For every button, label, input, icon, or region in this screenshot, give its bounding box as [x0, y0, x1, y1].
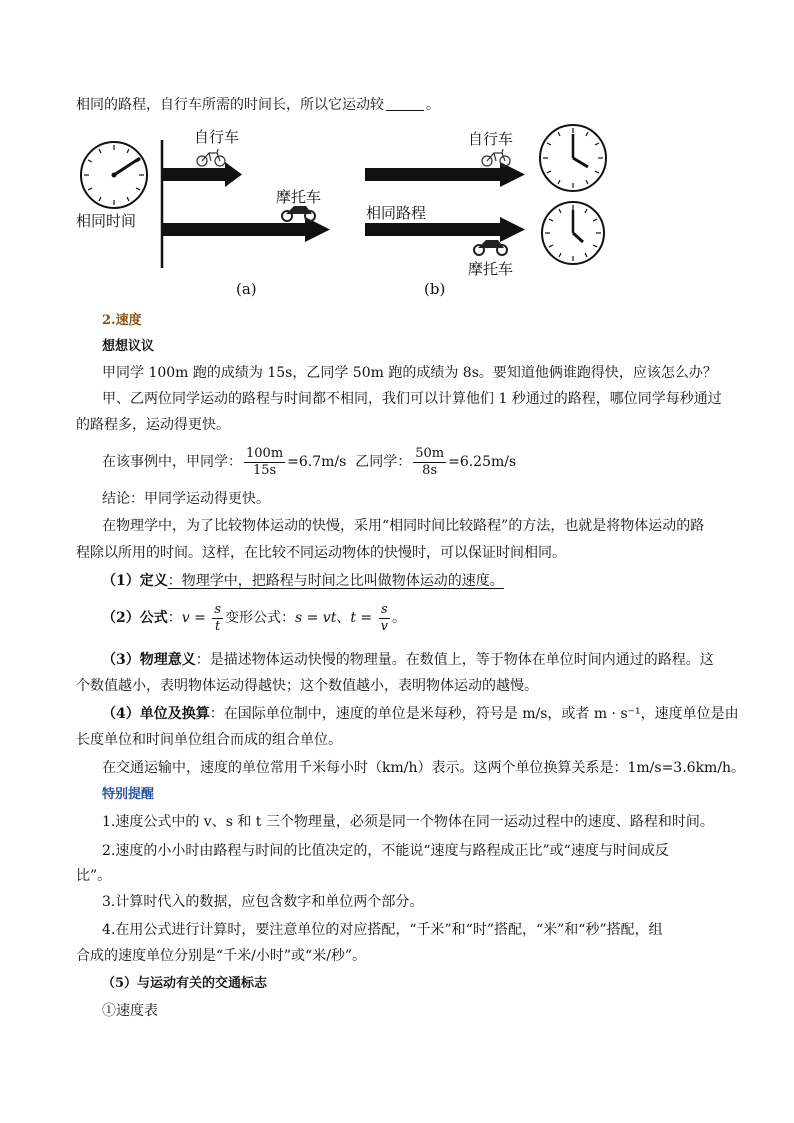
units-line-a: （4）单位及换算：在国际单位制中，速度的单位是米每秒，符号是 m/s，或者 m · s⁻¹，速度单位是由	[102, 706, 739, 722]
label-b-moto: 摩托车	[468, 260, 514, 278]
meaning-line-b: 个数值越小，表明物体运动得越快；这个数值越小，表明物体运动的越慢。	[76, 678, 538, 694]
caption-a: (a)	[236, 280, 257, 298]
paragraph-2b: 的路程多，运动得更快。	[76, 417, 230, 433]
meaning-line-a: （3）物理意义：是描述物体运动快慢的物理量。在数值上，等于物体在单位时间内通过的路程。这	[102, 652, 714, 668]
note-1: 1.速度公式中的 v、s 和 t 三个物理量，必须是同一个物体在同一运动过程中的速度、路程和时间。	[102, 814, 714, 830]
arrow-b-bike	[365, 162, 525, 187]
traffic-line: 在交通运输中，速度的单位常用千米每小时（km/h）表示。这两个单位换算关系是：1m/s=3.6km/h。	[102, 760, 746, 776]
note-2b: 比”。	[76, 868, 112, 884]
fraction-2: $\frac{50m}{8s}$	[415, 445, 445, 478]
paragraph-3b: 程除以所用的时间。这样，在比较不同运动物体的快慢时，可以保证时间相同。	[76, 545, 566, 561]
formula-fraction: $\frac{s}{t}$	[214, 601, 221, 634]
figure-drawing	[70, 118, 630, 308]
clock-b-top-icon	[540, 125, 606, 191]
clock-a-icon	[81, 142, 147, 208]
note-4a: 4.在用公式进行计算时，要注意单位的对应搭配，“千米”和“时”搭配，“米”和“秒”搭配，组	[102, 922, 663, 938]
units-line-b: 长度单位和时间单位组合而成的组合单位。	[76, 732, 342, 748]
caption-b: (b)	[424, 280, 446, 298]
section-title: 2.速度	[102, 313, 142, 328]
formula-line: （2）公式：v = $\frac{s}{t}$ 变形公式：s = vt、t = $\frac{s}{v}$ 。	[102, 601, 406, 634]
intro-line: 相同的路程，自行车所需的时间长，所以它运动较 。	[76, 97, 440, 113]
sign-title: （5）与运动有关的交通标志	[102, 976, 268, 991]
motorcycle-a-icon	[282, 206, 315, 221]
note-3: 3.计算时代入的数据，应包含数字和单位两个部分。	[102, 894, 424, 910]
special-title: 特别提醒	[102, 787, 155, 802]
note-4b: 合成的速度单位分别是“千米/小时”或“米/秒”。	[76, 948, 367, 964]
fraction-1: $\frac{100m}{15s}$	[246, 445, 284, 478]
label-b-bike: 自行车	[468, 130, 514, 148]
clock-b-bottom-icon	[542, 202, 604, 264]
conclusion: 结论：甲同学运动得更快。	[102, 491, 270, 507]
motorcycle-b-icon	[474, 240, 507, 255]
arrow-a-moto	[163, 217, 330, 242]
label-b-same-distance: 相同路程	[366, 204, 427, 222]
note-2a: 2.速度的小小时由路程与时间的比值决定的，不能说“速度与路程成正比”或“速度与时间成反	[102, 843, 669, 859]
paragraph-2a: 甲、乙两位同学运动的路程与时间都不相同，我们可以计算他们 1 秒通过的路程，哪位同学每秒通过	[102, 391, 722, 407]
label-a-same-time: 相同时间	[76, 212, 137, 230]
label-a-bike: 自行车	[194, 128, 240, 146]
think-title: 想想议议	[102, 339, 155, 354]
label-a-moto: 摩托车	[276, 188, 322, 206]
example-line: 在该事例中，甲同学： $\frac{100m}{15s}$ =6.7m/s 乙同学： $\frac{50m}{8s}$ =6.25m/s	[102, 445, 517, 478]
answer-blank	[386, 96, 424, 111]
paragraph-1: 甲同学 100m 跑的成绩为 15s，乙同学 50m 跑的成绩为 8s。要知道他俩谁跑得快，应该怎么办？	[102, 365, 717, 381]
formula-fraction-2: $\frac{s}{v}$	[380, 601, 388, 634]
comparison-figure	[70, 118, 630, 308]
paragraph-3a: 在物理学中，为了比较物体运动的快慢，采用“相同时间比较路程”的方法，也就是将物体运动的路	[102, 518, 705, 534]
bicycle-a-icon	[197, 149, 225, 166]
definition-line: （1）定义：物理学中，把路程与时间之比叫做物体运动的速度。	[102, 573, 504, 589]
bicycle-b-icon	[482, 149, 510, 166]
speedometer-item: ①速度表	[102, 1003, 158, 1019]
